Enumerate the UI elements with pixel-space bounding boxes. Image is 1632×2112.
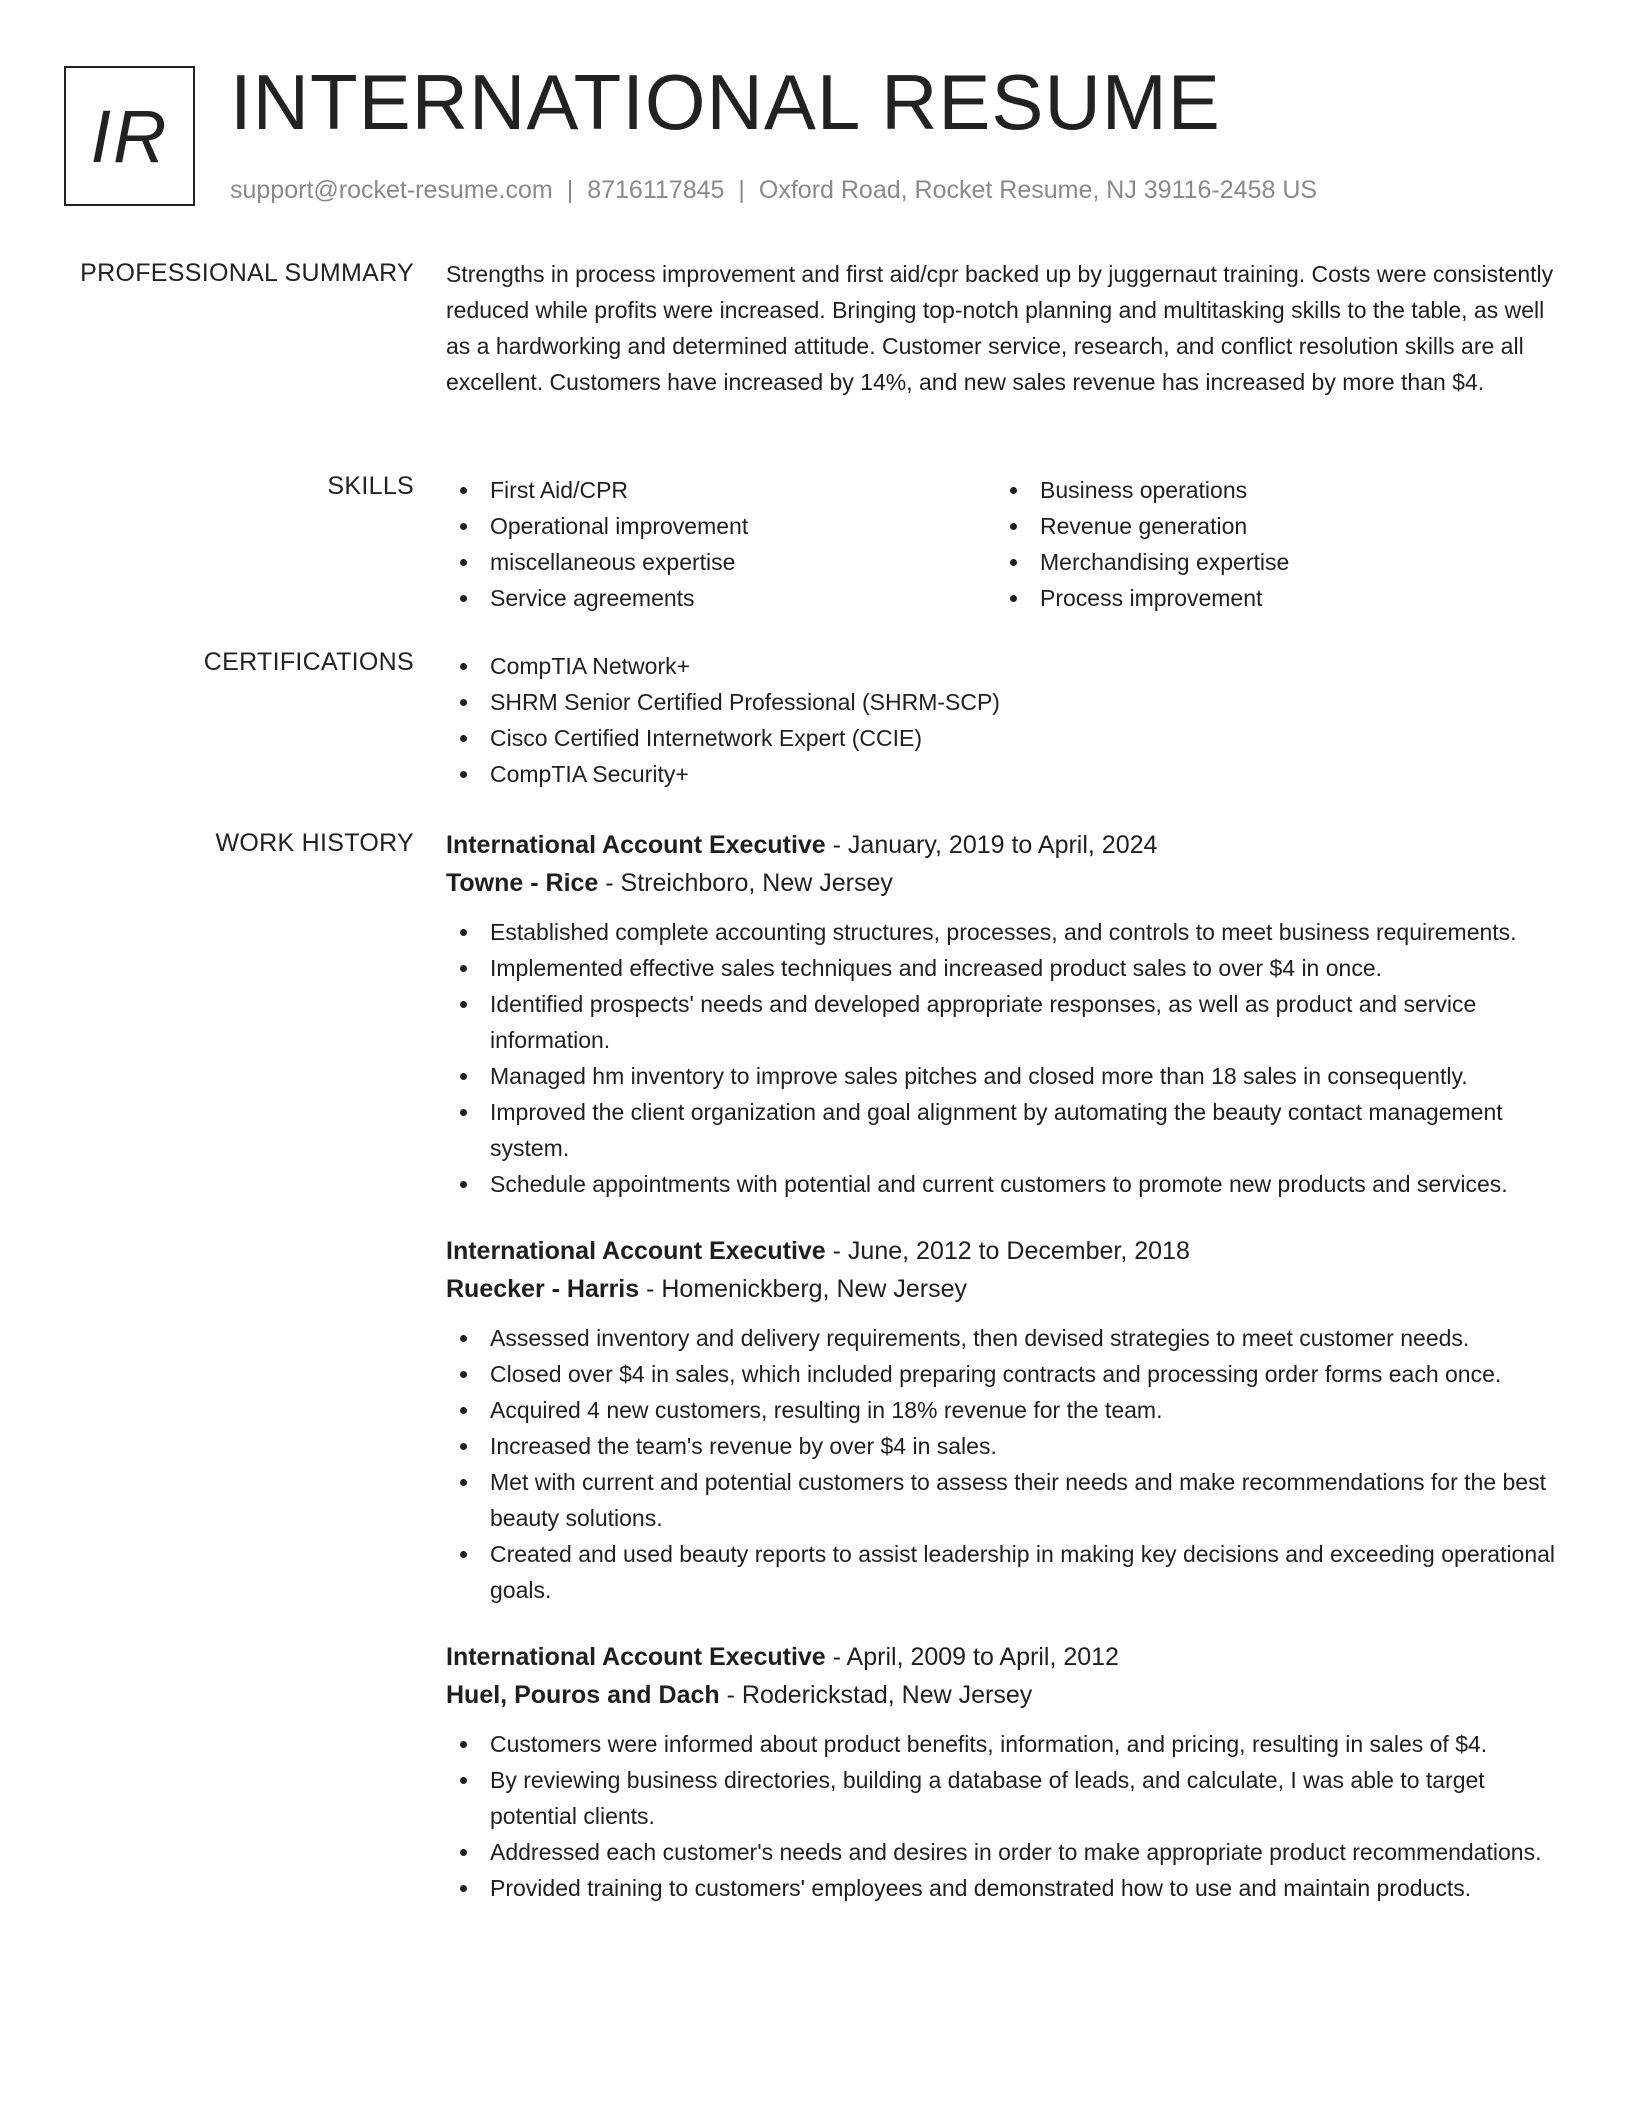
skills-body [446, 472, 1566, 616]
certification-item: Cisco Certified Internetwork Expert (CCIE) [446, 720, 1566, 756]
job-company-line [446, 1676, 1566, 1714]
job-title-line [446, 1638, 1566, 1676]
summary-text: Strengths in process improvement and first aid/cpr backed up by juggernaut training. Costs were consistently reduced while profits were increased. Bringing top-notch planning and multitasking skills to the table, as well as a hardworking and determined attitude. Customer service, research, and conflict resolution skills are all excellent. Customers have increased by 14%, and new sales revenue has increased by more than $4. [446, 261, 1554, 395]
certifications-body [446, 648, 1566, 792]
job-company: Towne - Rice [446, 869, 599, 897]
job-bullet: Met with current and potential customers to assess their needs and make recommendations for the best beauty solutions. [446, 1464, 1566, 1536]
skill-item: Merchandising expertise [996, 544, 1546, 580]
job-location: - Roderickstad, New Jersey [719, 1681, 1033, 1709]
monogram-logo: IR [64, 66, 195, 206]
job-bullet: Addressed each customer's needs and desires in order to make appropriate product recommendations. [446, 1834, 1566, 1870]
summary-body [446, 256, 1566, 400]
job-bullets [446, 1320, 1566, 1608]
skills-grid [446, 472, 1566, 616]
contact-separator: | [566, 176, 574, 204]
skill-item: Revenue generation [996, 508, 1546, 544]
skill-item: Business operations [996, 472, 1546, 508]
job-company: Huel, Pouros and Dach [446, 1681, 720, 1709]
section-label-summary: PROFESSIONAL SUMMARY [80, 259, 414, 287]
certification-item: SHRM Senior Certified Professional (SHRM-SCP) [446, 684, 1566, 720]
certifications-list [446, 648, 1566, 792]
job-dates: - June, 2012 to December, 2018 [825, 1237, 1190, 1265]
job-bullet: Schedule appointments with potential and current customers to promote new products and services. [446, 1166, 1566, 1202]
job-dates: - January, 2019 to April, 2024 [825, 831, 1158, 859]
job-bullets [446, 1726, 1566, 1906]
job-title: International Account Executive [446, 1237, 826, 1265]
job-bullet: Assessed inventory and delivery requirements, then devised strategies to meet customer needs. [446, 1320, 1566, 1356]
job-entry [446, 1232, 1566, 1608]
job-location: - Streichboro, New Jersey [598, 869, 893, 897]
skill-item: miscellaneous expertise [446, 544, 996, 580]
job-title-line [446, 1232, 1566, 1270]
skill-item: Operational improvement [446, 508, 996, 544]
job-bullet: Acquired 4 new customers, resulting in 18% revenue for the team. [446, 1392, 1566, 1428]
section-label-certifications: CERTIFICATIONS [203, 648, 414, 676]
job-bullet: By reviewing business directories, building a database of leads, and calculate, I was able to target potential clients. [446, 1762, 1566, 1834]
skill-item: First Aid/CPR [446, 472, 996, 508]
job-bullet: Managed hm inventory to improve sales pitches and closed more than 18 sales in consequently. [446, 1058, 1566, 1094]
job-bullets [446, 914, 1566, 1202]
address-text: Oxford Road, Rocket Resume, NJ 39116-2458 US [758, 176, 1318, 204]
job-title-line [446, 826, 1566, 864]
resume-header [230, 52, 1317, 205]
email-text: support@rocket-resume.com [230, 176, 553, 204]
job-entry [446, 826, 1566, 1202]
job-dates: - April, 2009 to April, 2012 [825, 1643, 1119, 1671]
certification-item: CompTIA Network+ [446, 648, 1566, 684]
section-label-skills: SKILLS [327, 472, 414, 500]
certification-item: CompTIA Security+ [446, 756, 1566, 792]
skills-list-right [996, 472, 1546, 616]
section-label-work-history: WORK HISTORY [215, 829, 414, 857]
job-entry [446, 1638, 1566, 1906]
job-bullet: Identified prospects' needs and developed appropriate responses, as well as product and service information. [446, 986, 1566, 1058]
phone-text: 8716117845 [587, 176, 725, 204]
job-bullet: Customers were informed about product benefits, information, and pricing, resulting in sales of $4. [446, 1726, 1566, 1762]
skill-item: Service agreements [446, 580, 996, 616]
skill-item: Process improvement [996, 580, 1546, 616]
skills-list-left [446, 472, 996, 616]
job-bullet: Established complete accounting structures, processes, and controls to meet business requirements. [446, 914, 1566, 950]
contact-separator: | [738, 176, 745, 204]
job-bullet: Closed over $4 in sales, which included preparing contracts and processing order forms each once. [446, 1356, 1566, 1392]
job-location: - Homenickberg, New Jersey [639, 1275, 968, 1303]
job-title: International Account Executive [446, 831, 826, 859]
job-bullet: Improved the client organization and goal alignment by automating the beauty contact management system. [446, 1094, 1566, 1166]
job-bullet: Provided training to customers' employees and demonstrated how to use and maintain products. [446, 1870, 1566, 1906]
job-company-line [446, 1270, 1566, 1308]
job-company: Ruecker - Harris [446, 1275, 640, 1303]
contact-line [230, 176, 1317, 205]
job-bullet: Implemented effective sales techniques and increased product sales to over $4 in once. [446, 950, 1566, 986]
job-bullet: Created and used beauty reports to assist leadership in making key decisions and exceeding operational goals. [446, 1536, 1566, 1608]
job-company-line [446, 864, 1566, 902]
job-bullet: Increased the team's revenue by over $4 in sales. [446, 1428, 1566, 1464]
job-title: International Account Executive [446, 1643, 826, 1671]
candidate-name: INTERNATIONAL RESUME [230, 58, 1221, 146]
work-history-body [446, 826, 1566, 1936]
